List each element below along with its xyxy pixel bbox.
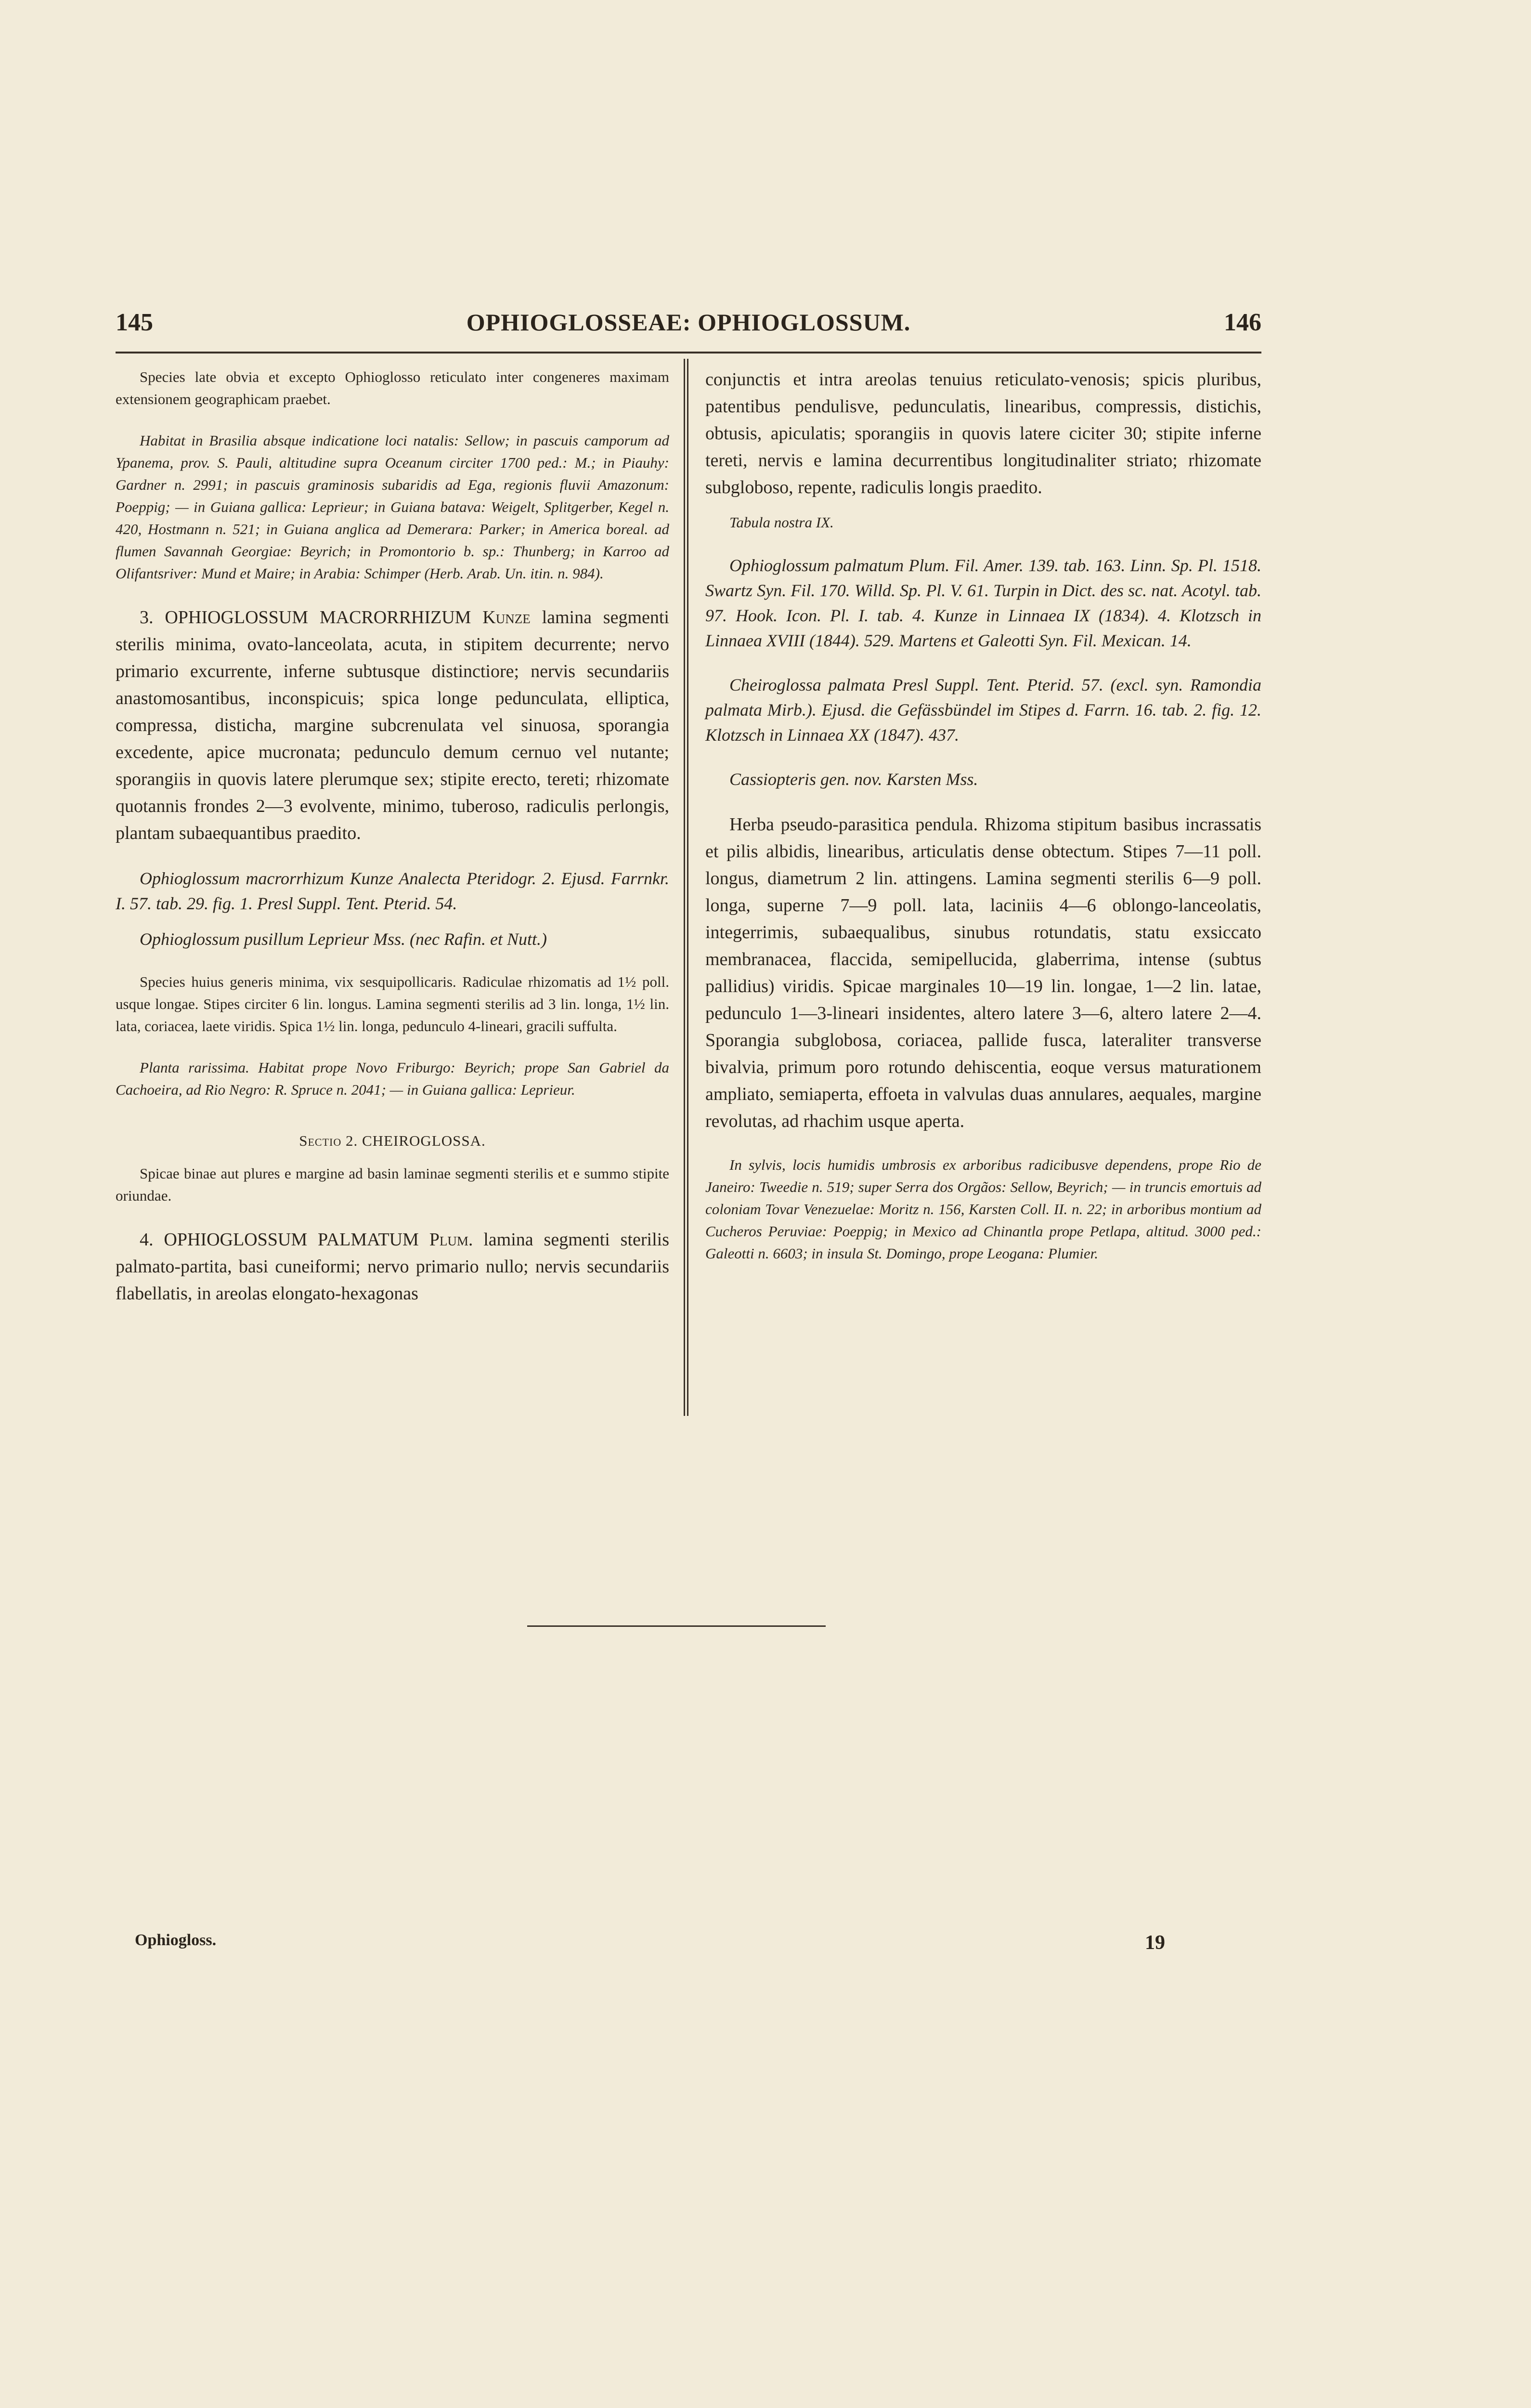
synonym-citation: Ophioglossum pusillum Leprieur Mss. (nec Rafin. et Nutt.) (140, 929, 547, 949)
habitat-paragraph: Planta rarissima. Habitat prope Novo Friburgo: Beyrich; prope San Gabriel da Cachoeira, ad Rio Negro: R. Spruce n. 2041; — in Guiana gallica: Leprieur. (116, 1059, 669, 1098)
synonym-citation: Cheiroglossa palmata Presl Suppl. Tent. Pterid. 57. (excl. syn. Ramondia palmata Mirb.). Ejusd. die Gefässbündel im Stipes d. Farrn. 16. tab. 2. fig. 12. Klotzsch in Linnaea XX (1847). 437. (705, 675, 1261, 745)
page-header (116, 308, 1261, 347)
page-number-right: 146 (1224, 309, 1261, 336)
species-author: Kunze (482, 607, 531, 628)
species-text: lamina segmenti sterilis minima, ovato-lanceolata, acuta, in stipitem decurrente; nervo primario excurrente, inferne subtusque distinctiore; nervis secundariis anastomosantibus, inconspicuis; spica longe pedunculata, elliptica, compressa, disticha, margine subcrenulata vel sinuosa, sporangia excedente, apice mucronata; pedunculo demum cernuo vel nutante; sporangiis in quovis latere plerumque sex; stipite erecto, tereti; rhizomate quotannis frondes 2—3 evolvente, minimo, tuberoso, radiculis perlongis, plantam subaequantibus praedito. (116, 607, 669, 843)
species-description (116, 604, 669, 847)
column-divider (684, 359, 688, 1416)
habitat-paragraph: Habitat in Brasilia absque indicatione loci natalis: Sellow; in pascuis camporum ad Ypanema, prov. S. Pauli, altitudine supra Oceanum circiter 1700 ped.: M.; in Piauhy: Gardner n. 2991; in pascuis graminosis subaridis ad Ega, regionis fluvii Amazonum: Poeppig; — in Guiana gallica: Leprieur; in Guiana batava: Weigelt, Splitgerber, Kegel n. 420, Hostmann n. 521; in Guiana anglica ad Demerara: Parker; in America boreal. ad flumen Savannah Georgiae: Beyrich; in Promontorio b. sp.: Thunberg; in Karroo ad Olifantsriver: Mund et Maire; in Arabia: Schimper (Herb. Arab. Un. itin. n. 984). (116, 432, 669, 582)
header-rule (116, 352, 1261, 353)
section-heading: Sectio 2. CHEIROGLOSSA. (299, 1132, 486, 1149)
page-footer (135, 1931, 1165, 1965)
end-rule (527, 1625, 826, 1627)
paragraph: Species late obvia et excepto Ophioglosso reticulato inter congeneres maximam extensionem geographicam praebet. (116, 368, 669, 407)
left-column (116, 366, 669, 1307)
running-title: OPHIOGLOSSEAE: OPHIOGLOSSUM. (466, 309, 911, 336)
synonym-citation: Cassiopteris gen. nov. Karsten Mss. (729, 770, 978, 789)
species-author: Plum. (429, 1230, 473, 1250)
paragraph: Species huius generis minima, vix sesquipollicaris. Radiculae rhizomatis ad 1½ poll. usque longae. Stipes circiter 6 lin. longus. Lamina segmenti sterilis ad 3 lin. longa, 1½ lin. lata, coriacea, laete viridis. Spica 1½ lin. longa, pedunculo 4-lineari, gracili suffulta. (116, 973, 669, 1034)
species-text: lamina segmenti sterilis palmato-partita, basi cuneiformi; nervo primario nullo; nervis secundariis flabellatis, in areolas elongato-hexagonas (116, 1230, 669, 1304)
paragraph: Spicae binae aut plures e margine ad basin laminae segmenti sterilis et e summo stipite oriundae. (116, 1165, 669, 1204)
species-heading: 4. OPHIOGLOSSUM PALMATUM (140, 1230, 419, 1250)
habitat-paragraph: In sylvis, locis humidis umbrosis ex arboribus radicibusve dependens, prope Rio de Janeiro: Tweedie n. 519; super Serra dos Orgãos: Sellow, Beyrich; — in truncis emortuis ad coloniam Tovar Venezuelae: Moritz n. 156, Karsten Coll. II. n. 22; in arboribus montium ad Cucheros Peruviae: Poeppig; in Mexico ad Chinantla prope Petlapa, altitud. 3000 ped.: Galeotti n. 6603; in insula St. Domingo, prope Leogana: Plumier. (705, 1156, 1261, 1262)
description-paragraph: Herba pseudo-parasitica pendula. Rhizoma stipitum basibus incrassatis et pilis albidis, linearibus, articulatis dense obtectum. Stipes 7—11 poll. longus, diametrum 2 lin. attingens. Lamina segmenti sterilis 6—9 poll. longa, superne 7—9 poll. lata, laciniis 4—6 oblongo-lanceolatis, integerrimis, subaequalibus, sinubus rotundatis, statu exsiccato membranacea, flaccida, semipellucida, glaberrima, intense (subtus pallidius) viridis. Spicae marginales 10—19 lin. longae, 1—2 lin. latae, pedunculo 1—3-lineari insidentes, altero latere 3—6, altero latere 2—4. Sporangia subglobosa, coriacea, pallide fusca, lateraliter transverse bivalvia, primum poro rotundo dehiscentia, eoque versus maturationem ampliato, semiaperta, effoeta in valvulas duas annulares, aequales, margine revolutas, ad rhachim usque aperta. (705, 814, 1261, 1131)
synonym-citation: Ophioglossum macrorrhizum Kunze Analecta Pteridogr. 2. Ejusd. Farrnkr. I. 57. tab. 29. fig. 1. Presl Suppl. Tent. Pterid. 54. (116, 869, 669, 913)
species-heading: 3. OPHIOGLOSSUM MACRORRHIZUM (140, 607, 471, 628)
sheet-number: 19 (1145, 1932, 1165, 1954)
right-column (705, 366, 1261, 1265)
page-number-left: 145 (116, 309, 153, 336)
synonym-citation: Ophioglossum palmatum Plum. Fil. Amer. 139. tab. 163. Linn. Sp. Pl. 1518. Swartz Syn. Fil. 170. Willd. Sp. Pl. V. 61. Turpin in Dict. des sc. nat. Acotyl. tab. 97. Hook. Icon. Pl. I. tab. 4. Kunze in Linnaea IX (1834). 4. Klotzsch in Linnaea XVIII (1844). 529. Martens et Galeotti Syn. Fil. Mexican. 14. (705, 556, 1261, 650)
species-description-continued: conjunctis et intra areolas tenuius reticulato-venosis; spicis pluribus, patentibus pendulisve, pedunculatis, linearibus, compressis, distichis, obtusis, apiculatis; sporangiis in quovis latere ciciter 30; stipite inferne tereti, nervis e lamina decurrentibus longitudinaliter striato; rhizomate subgloboso, repente, radiculis longis praedito. (705, 369, 1261, 497)
species-description (116, 1226, 669, 1307)
plate-reference: Tabula nostra IX. (729, 514, 834, 531)
signature-mark: Ophiogloss. (135, 1931, 217, 1949)
